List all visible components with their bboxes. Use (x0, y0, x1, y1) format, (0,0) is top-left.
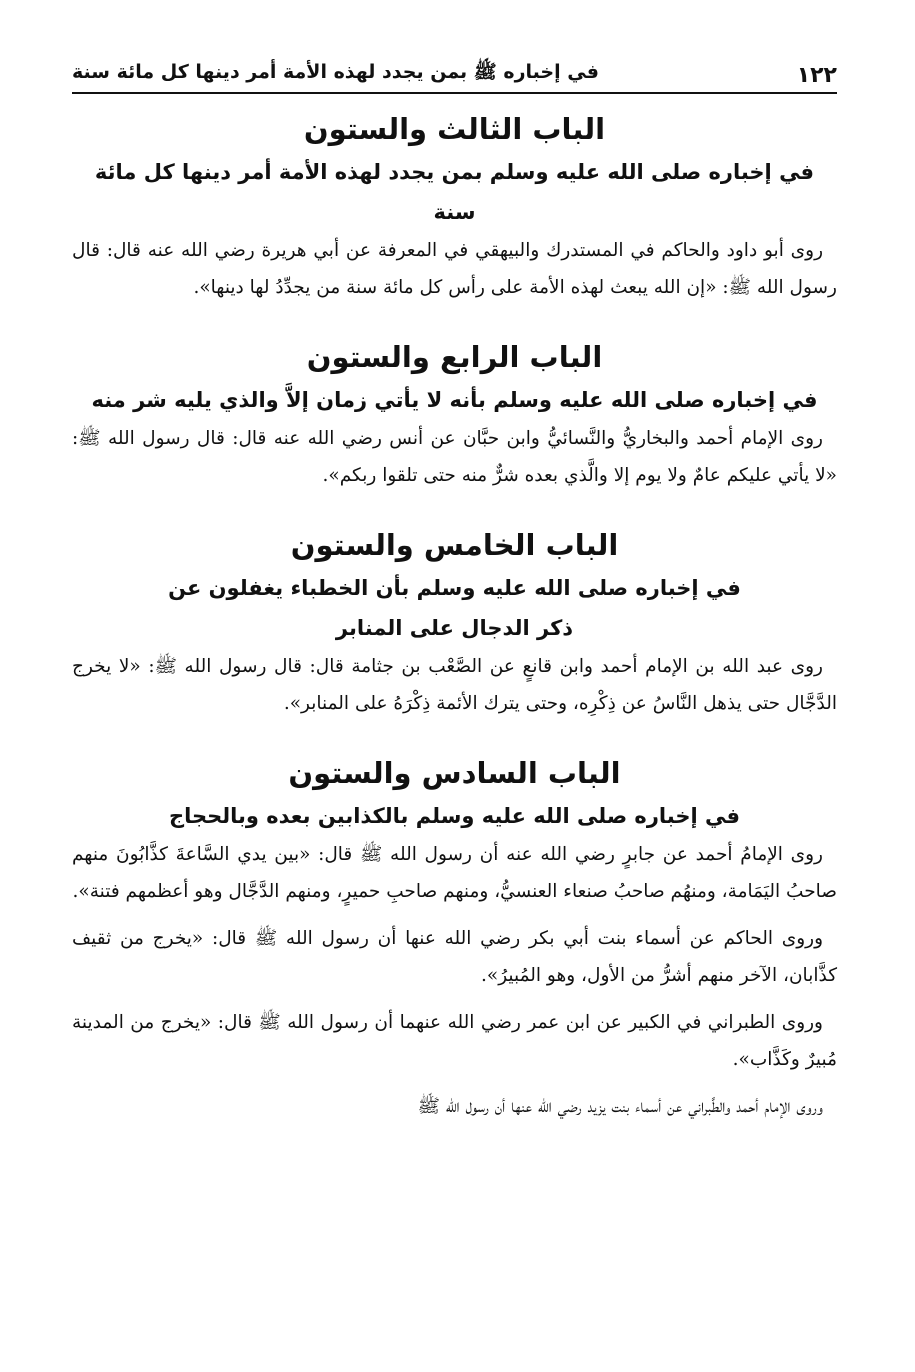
chapter-subtitle: في إخباره صلى الله عليه وسلم بمن يجدد لهذه الأمة أمر دينها كل مائة سنة (94, 160, 815, 224)
chapter-subtitle-line-2: ذكر الدجال على المنابر (335, 616, 574, 640)
chapter-title: الباب الرابع والستون (306, 340, 603, 374)
chapter-title: الباب السادس والستون (288, 756, 621, 790)
chapter-63 (72, 106, 837, 306)
chapter-paragraph: وروى الحاكم عن أسماء بنت أبي بكر رضي الله عنها أن رسول الله ﷺ قال: «يخرج من ثقيف كذَّابان، الآخر منهم أشرُّ من الأول، وهو المُبيرُ». (72, 928, 837, 986)
chapter-subtitle: في إخباره صلى الله عليه وسلم بالكذابين بعده وبالحجاج (168, 804, 741, 828)
chapter-title: الباب الخامس والستون (290, 528, 619, 562)
chapter-66 (72, 750, 837, 1125)
chapter-paragraph: روى عبد الله بن الإمام أحمد وابن قانعٍ عن الصَّعْب بن جثامة قال: قال رسول الله ﷺ: «لا يخرج الدَّجَّال حتى يذهل النَّاسُ عن ذِكْرِه، وحتى يترك الأئمة ذِكْرَهُ على المنابر». (72, 656, 837, 714)
chapter-paragraph: روى الإمامُ أحمد عن جابرٍ رضي الله عنه أن رسول الله ﷺ قال: «بين يدي السَّاعةَ كذَّابُونَ منهم صاحبُ اليَمَامة، ومنهُم صاحبُ صنعاء العنسيُّ، ومنهم صاحبِ حميرٍ، ومنهم الدَّجَّال وهو أعظمهم فتنة». (72, 844, 837, 902)
chapter-title: الباب الثالث والستون (303, 112, 606, 146)
chapter-subtitle: في إخباره صلى الله عليه وسلم بأنه لا يأتي زمان إلاَّ والذي يليه شر منه (91, 388, 818, 412)
page-number: ١٢٢ (796, 63, 837, 88)
page-header (72, 54, 837, 94)
chapter-paragraph: روى الإمام أحمد والبخاريُّ والنَّسائيُّ وابن حبَّان عن أنس رضي الله عنه قال: قال رسول الله ﷺ: «لا يأتي عليكم عامٌ ولا يوم إلا والَّذي بعده شرٌّ منه حتى تلقوا ربكم». (72, 428, 837, 486)
running-title: في إخباره ﷺ بمن يجدد لهذه الأمة أمر دينها كل مائة سنة (72, 61, 599, 83)
chapter-65 (72, 522, 837, 722)
chapter-64 (72, 334, 837, 494)
chapter-paragraph: وروى الطبراني في الكبير عن ابن عمر رضي الله عنهما أن رسول الله ﷺ قال: «يخرج من المدينة مُبيرٌ وكَذَّاب». (72, 1012, 837, 1070)
page-content (72, 106, 837, 1153)
chapter-paragraph: وروى الإمام أحمد والطَّبراني عن أسماء بنت يزيد رضي الله عنها أن رسول الله ﷺ (417, 1096, 823, 1117)
chapter-subtitle: في إخباره صلى الله عليه وسلم بأن الخطباء يغفلون عن (168, 576, 741, 600)
chapter-paragraph: روى أبو داود والحاكم في المستدرك والبيهقي في المعرفة عن أبي هريرة رضي الله عنه قال: قال رسول الله ﷺ: «إن الله يبعث لهذه الأمة على رأس كل مائة سنة من يجدِّدُ لها دينها». (72, 240, 837, 298)
